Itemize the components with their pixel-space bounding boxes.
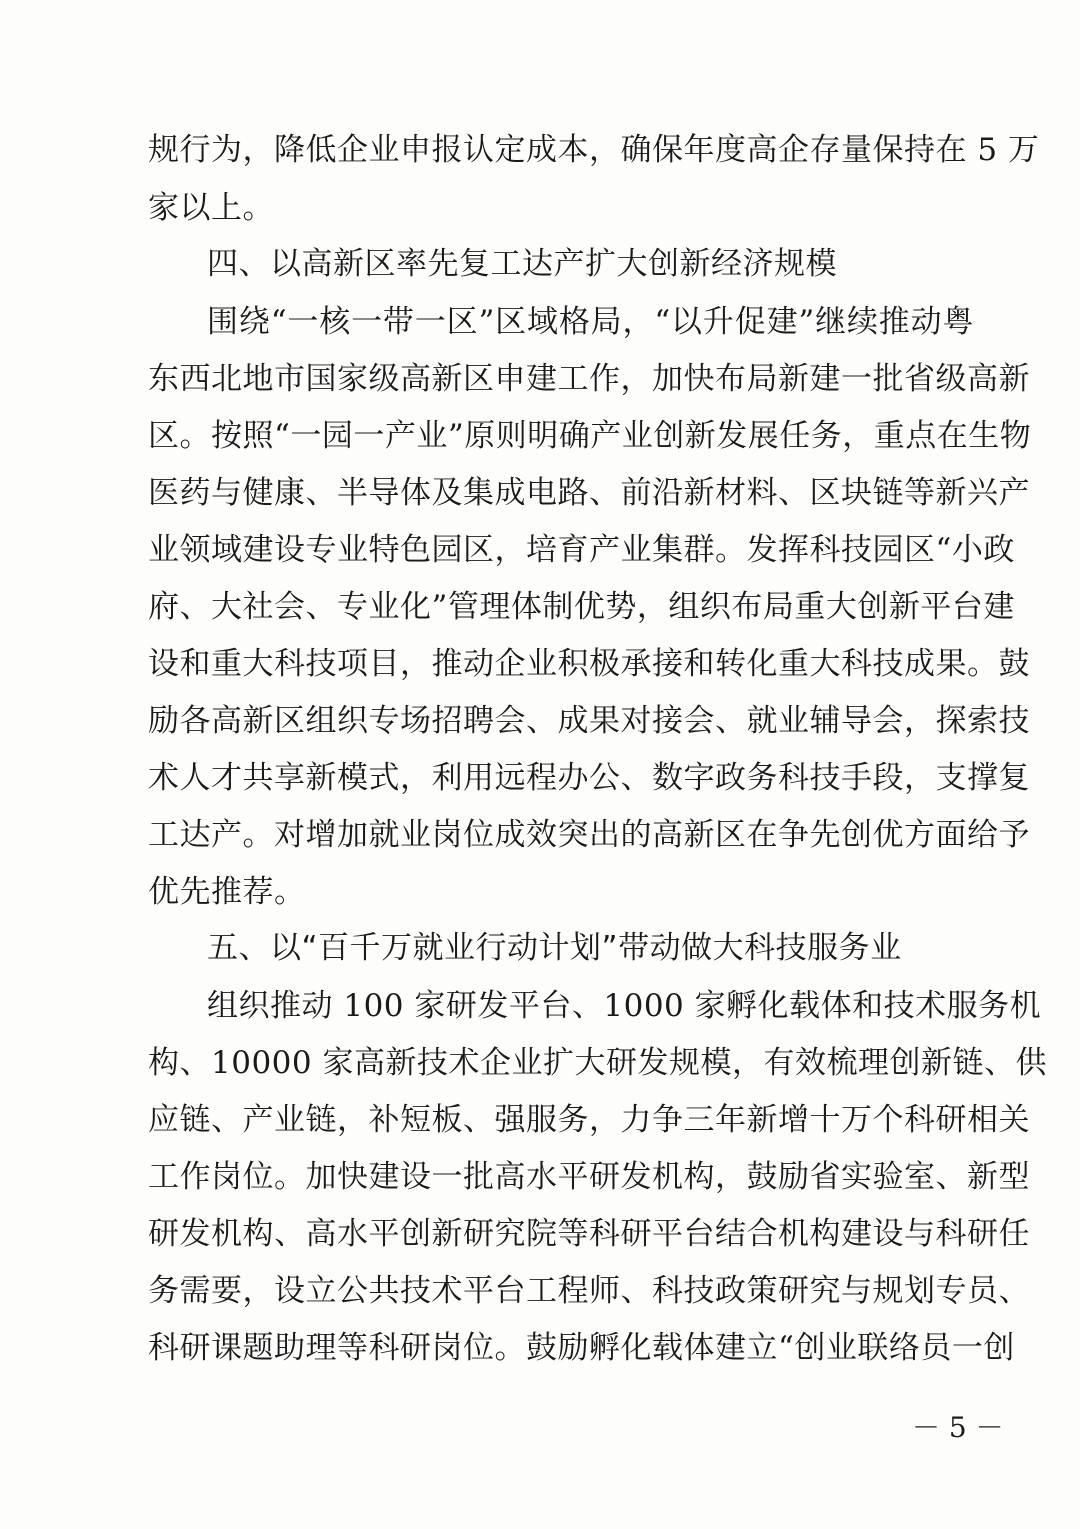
body-line: 业领域建设专业特色园区，培育产业集群。发挥科技园区“小政 [148,532,1015,568]
body-line: 科研课题助理等科研岗位。鼓励孵化载体建立“创业联络员一创 [148,1330,1015,1366]
body-line: 组织推动 100 家研发平台、1000 家孵化载体和技术服务机 [207,988,1042,1024]
body-line: 区。按照“一园一产业”原则明确产业创新发展任务，重点在生物 [148,418,1032,454]
body-line: 研发机构、高水平创新研究院等科研平台结合机构建设与科研任 [148,1216,1030,1252]
body-line: 医药与健康、半导体及集成电路、前沿新材料、区块链等新兴产 [148,475,1030,511]
body-line: 设和重大科技项目，推动企业积极承接和转化重大科技成果。鼓 [148,646,1030,682]
body-line: 家以上。 [148,190,274,226]
body-line: 务需要，设立公共技术平台工程师、科技政策研究与规划专员、 [148,1273,1030,1309]
body-line: 府、大社会、专业化”管理体制优势，组织布局重大创新平台建 [148,589,1015,625]
body-line: 东西北地市国家级高新区申建工作，加快布局新建一批省级高新 [148,361,1030,397]
section-heading-4: 四、以高新区率先复工达产扩大创新经济规模 [207,246,837,282]
body-line: 围绕“一核一带一区”区域格局，“以升促建”继续推动粤 [207,304,974,340]
page-number: － 5 － [912,1411,1004,1444]
body-line: 术人才共享新模式，利用远程办公、数字政务科技手段，支撑复 [148,760,1030,796]
body-line: 工达产。对增加就业岗位成效突出的高新区在争先创优方面给予 [148,817,1030,853]
body-line: 应链、产业链，补短板、强服务，力争三年新增十万个科研相关 [148,1102,1030,1138]
body-line: 工作岗位。加快建设一批高水平研发机构，鼓励省实验室、新型 [148,1159,1030,1195]
section-heading-5: 五、以“百千万就业行动计划”带动做大科技服务业 [207,930,902,966]
body-line: 优先推荐。 [148,874,306,910]
body-line: 励各高新区组织专场招聘会、成果对接会、就业辅导会，探索技 [148,703,1030,739]
body-line: 构、10000 家高新技术企业扩大研发规模，有效梳理创新链、供 [148,1045,1047,1081]
body-line: 规行为，降低企业申报认定成本，确保年度高企存量保持在 5 万 [148,132,1040,168]
